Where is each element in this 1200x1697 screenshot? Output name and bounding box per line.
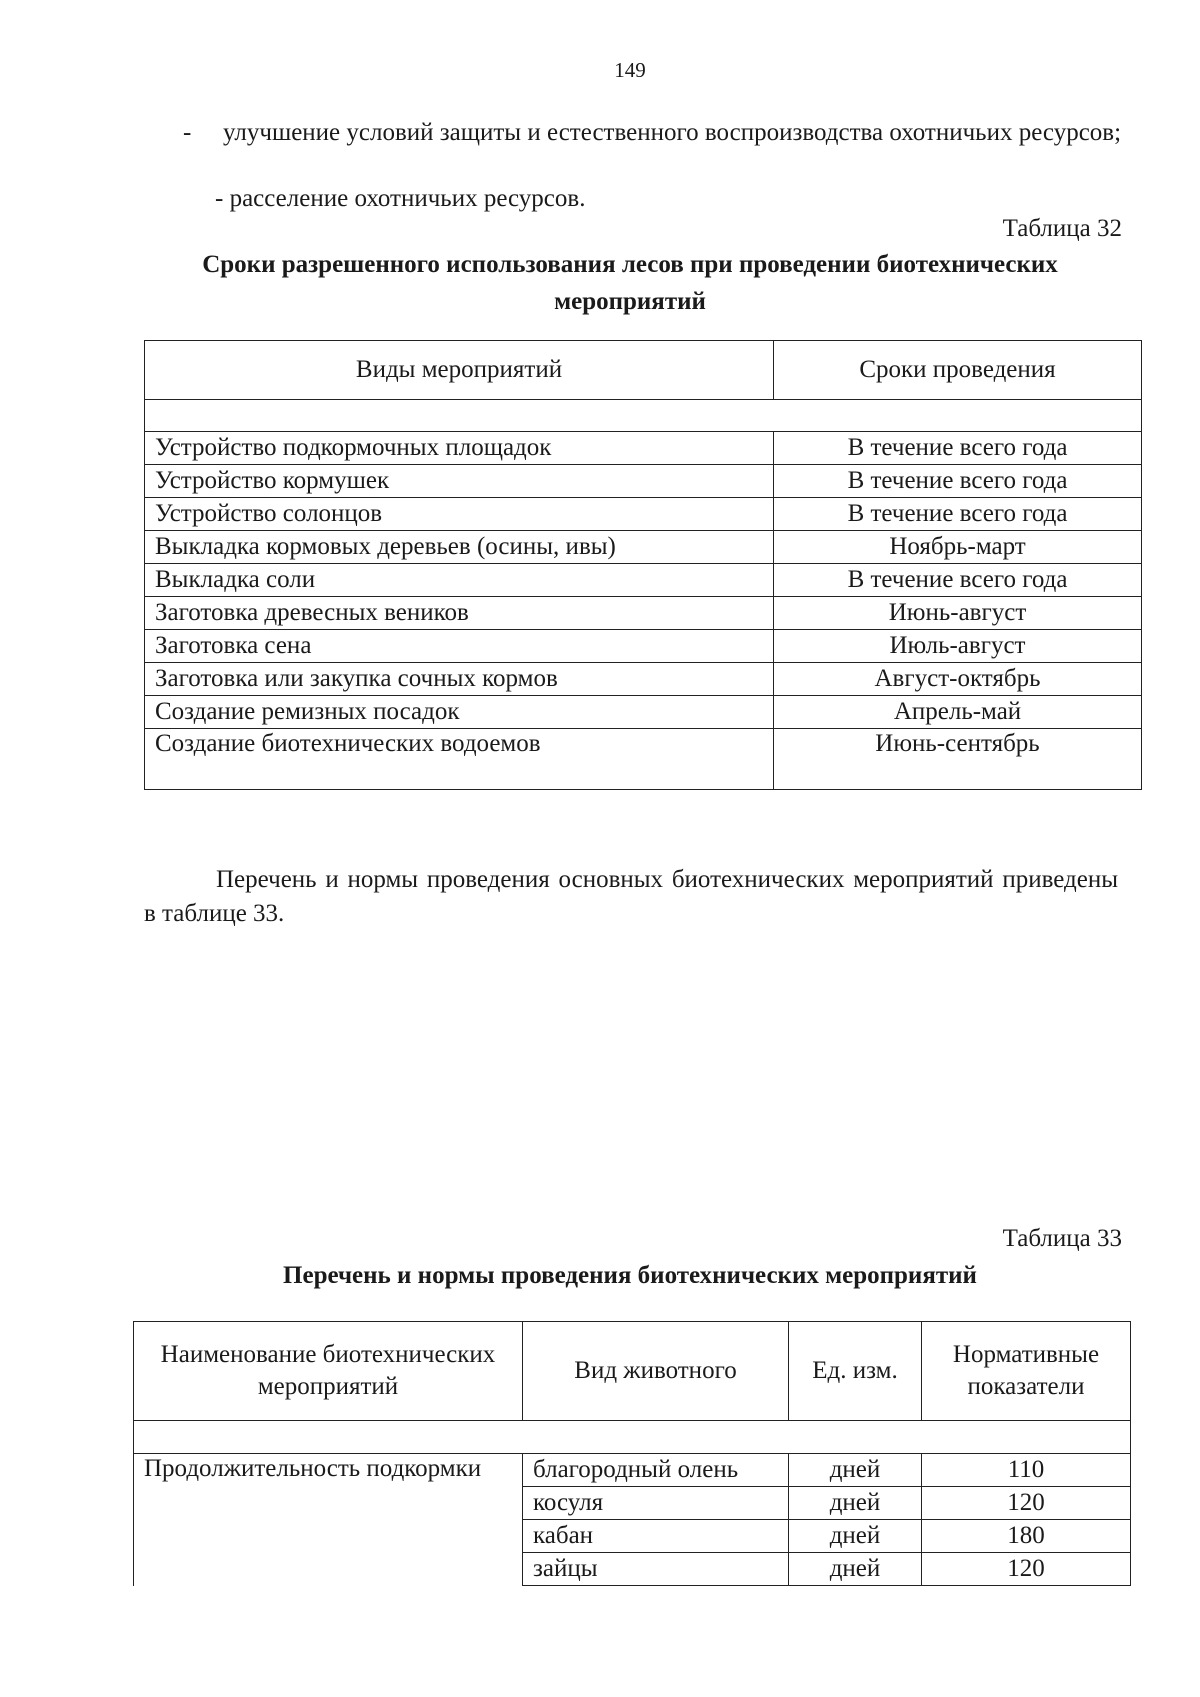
table-row [145,597,1142,630]
animal-cell: косуля [523,1487,789,1520]
activity-cell: Устройство кормушек [145,465,774,498]
table-row [145,531,1142,564]
table-row [145,696,1142,729]
bullet-dash: - [183,119,192,146]
activity-cell: Устройство подкормочных площадок [145,432,774,465]
period-cell: Июль-август [774,630,1142,663]
activity-cell: Устройство солонцов [145,498,774,531]
table-32-title: Сроки разрешенного использования лесов при проведении биотехнических мероприятий [202,251,1058,315]
animal-cell: зайцы [523,1553,789,1586]
animal-cell: благородный олень [523,1454,789,1487]
period-cell: В течение всего года [774,564,1142,597]
value-cell: 120 [922,1487,1131,1520]
unit-cell: дней [789,1487,922,1520]
table-33-title: Перечень и нормы проведения биотехнических мероприятий [283,1262,977,1289]
table-row [145,663,1142,696]
table-header-row [134,1322,1131,1421]
animal-cell: кабан [523,1520,789,1553]
table-spacer-row [134,1421,1131,1454]
table-32-caption: Таблица 32 [1002,215,1122,242]
header-cell: Наименование биотехнических мероприятий [134,1322,523,1421]
unit-cell: дней [789,1520,922,1553]
unit-cell: дней [789,1553,922,1586]
table-row [145,630,1142,663]
table-row [145,729,1142,790]
table-33 [133,1321,1131,1586]
header-cell: Сроки проведения [774,341,1142,400]
bullet-text-1: улучшение условий защиты и естественного воспроизводства охотничьих ресурсов; [223,119,1122,146]
bullet-item-2: - расселение охотничьих ресурсов. [215,185,586,212]
period-cell: В течение всего года [774,432,1142,465]
activity-cell: Выкладка соли [145,564,774,597]
activity-cell: Заготовка сена [145,630,774,663]
header-cell: Виды мероприятий [145,341,774,400]
period-cell: Апрель-май [774,696,1142,729]
spacer-cell [134,1421,1131,1454]
header-cell: Ед. изм. [789,1322,922,1421]
table-row [145,465,1142,498]
table-header-row [145,341,1142,400]
table-33-caption: Таблица 33 [1002,1225,1122,1252]
table-row [145,564,1142,597]
value-cell: 110 [922,1454,1131,1487]
period-cell: В течение всего года [774,465,1142,498]
period-cell: В течение всего года [774,498,1142,531]
measure-name-cell: Продолжительность подкормки [134,1454,523,1586]
header-cell: Вид животного [523,1322,789,1421]
table-row [145,498,1142,531]
value-cell: 120 [922,1553,1131,1586]
table-spacer-row [145,400,1142,432]
table-row [134,1454,1131,1487]
unit-cell: дней [789,1454,922,1487]
activity-cell: Создание биотехнических водоемов [145,729,774,790]
activity-cell: Выкладка кормовых деревьев (осины, ивы) [145,531,774,564]
value-cell: 180 [922,1520,1131,1553]
table-32 [144,340,1142,790]
period-cell: Июнь-сентябрь [774,729,1142,790]
body-paragraph: Перечень и нормы проведения основных биотехнических мероприятий приведены в таблице 33. [144,866,1118,927]
page-number: 149 [614,58,646,82]
spacer-cell [145,400,1142,432]
period-cell: Август-октябрь [774,663,1142,696]
period-cell: Июнь-август [774,597,1142,630]
activity-cell: Заготовка древесных веников [145,597,774,630]
activity-cell: Создание ремизных посадок [145,696,774,729]
header-cell: Нормативные показатели [922,1322,1131,1421]
table-row [145,432,1142,465]
period-cell: Ноябрь-март [774,531,1142,564]
activity-cell: Заготовка или закупка сочных кормов [145,663,774,696]
